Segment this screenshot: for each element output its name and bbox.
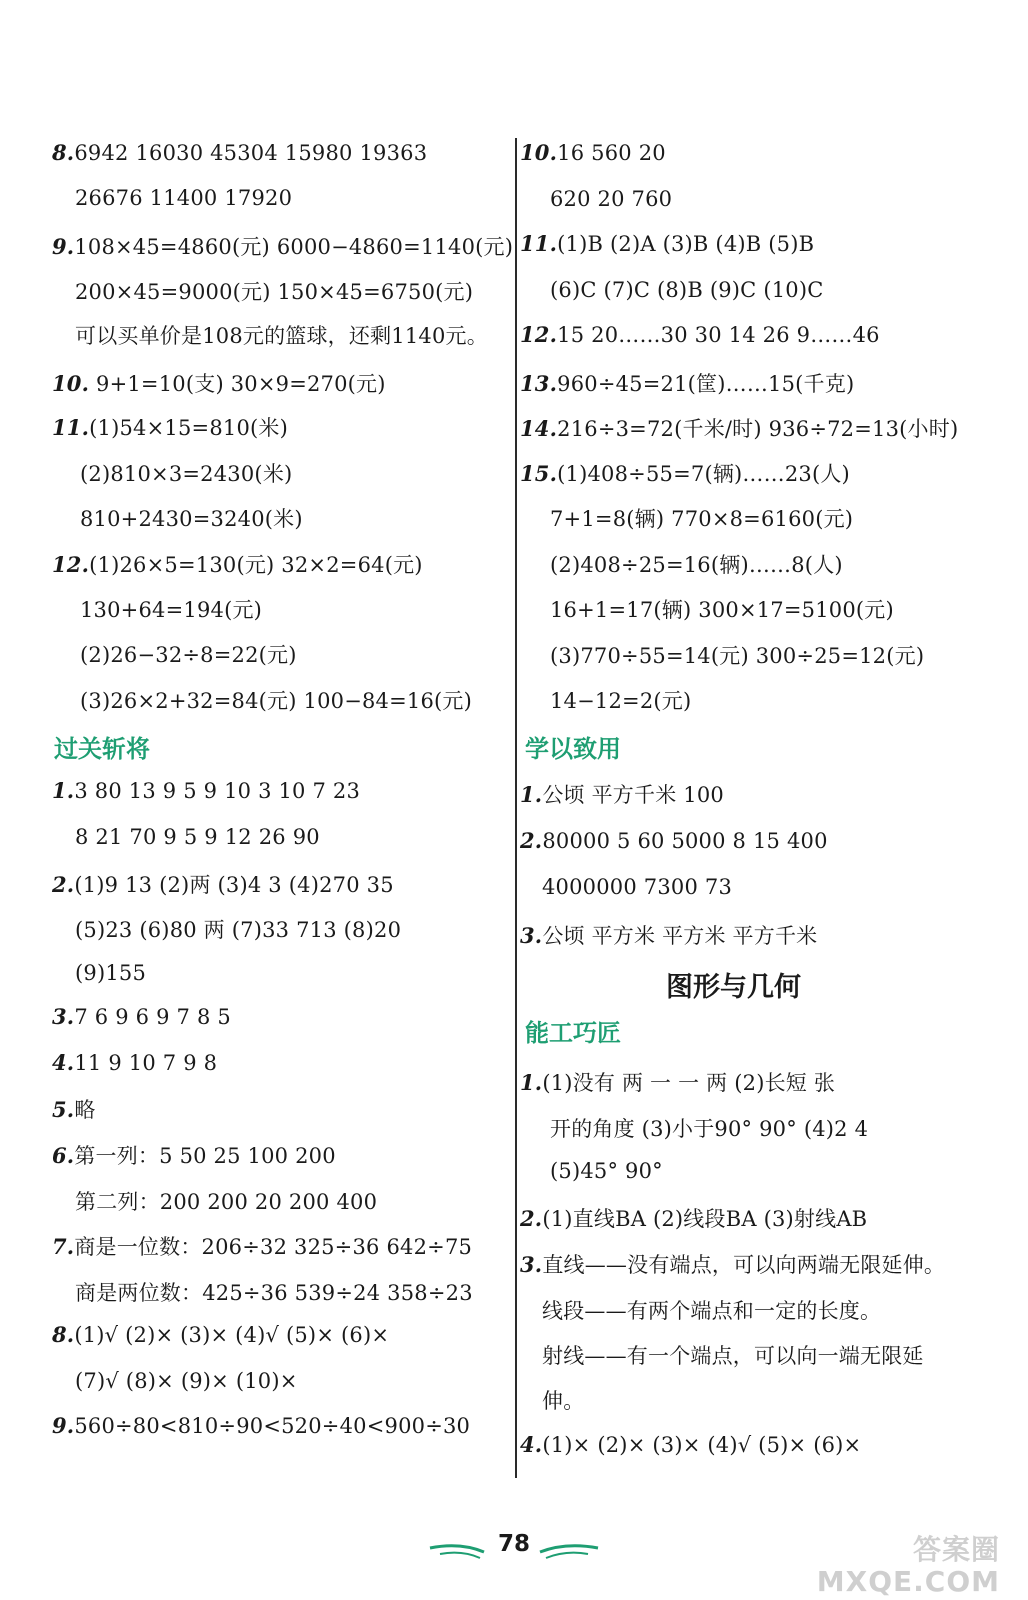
answer-line [52,1140,336,1170]
answer-line [80,503,303,533]
answer-text: 商是两位数：425÷36 539÷24 358÷23 [75,1281,473,1305]
answer-line [80,639,297,669]
answer-text: 26676 11400 17920 [75,186,293,210]
answer-text: 200×45=9000(元) 150×45=6750(元) [75,280,474,304]
question-number: 4. [52,1050,75,1075]
answer-text: 商是一位数：206÷32 325÷36 642÷75 [74,1235,473,1259]
answer-line [520,140,666,165]
answer-text: 16 560 20 [557,141,666,165]
question-number: 1. [52,778,75,803]
answer-text: 108×45=4860(元) 6000−4860=1140(元) [74,235,514,259]
question-number: 2. [520,1206,543,1231]
answer-text: (1)直线BA (2)线段BA (3)射线AB [542,1207,868,1231]
answer-line [52,140,427,165]
answer-line [520,322,880,347]
question-number: 12. [52,552,90,577]
answer-line [52,549,423,579]
answer-line [75,914,401,944]
question-number: 4. [520,1432,543,1457]
answer-line [550,503,853,533]
answer-text: (5)45° 90° [550,1159,663,1183]
answer-text: 6942 16030 45304 15980 19363 [74,141,428,165]
answer-line [550,1113,868,1143]
answer-line [52,1050,217,1075]
answer-text: (5)23 (6)80 两 (7)33 713 (8)20 [75,918,402,942]
answer-text: (1)54×15=810(米) [89,416,288,440]
answer-line [75,1277,473,1307]
answer-line [80,458,292,488]
answer-line [542,1385,584,1415]
answer-line [550,594,894,624]
answer-text: 620 20 760 [550,187,673,211]
answer-text: 7 6 9 6 9 7 8 5 [74,1005,231,1029]
answer-line [550,685,691,715]
question-number: 8. [52,140,75,165]
answer-line [550,1158,663,1183]
page-number: 78 [498,1531,531,1557]
answer-line [520,920,817,950]
answer-line [52,1231,472,1261]
answer-line [52,869,394,899]
answer-text: (1)408÷55=7(辆)……23(人) [557,462,850,486]
answer-text: 130+64=194(元) [80,598,263,622]
answer-text: (3)26×2+32=84(元) 100−84=16(元) [80,689,473,713]
answer-text: 560÷80<810÷90<520÷40<900÷30 [74,1414,471,1438]
question-number: 12. [520,322,558,347]
answer-line [520,458,850,488]
answer-text: (1)26×5=130(元) 32×2=64(元) [89,553,423,577]
answer-text: (6)C (7)C (8)B (9)C (10)C [550,278,824,302]
question-number: 14. [520,416,558,441]
answer-text: 公顷 平方千米 100 [542,783,724,807]
answer-text: 第二列：200 200 20 200 400 [75,1190,378,1214]
question-number: 7. [52,1234,75,1259]
question-number: 15. [520,461,558,486]
watermark-line-1: 答案圈 [912,1533,1000,1566]
chapter-heading: 图形与几何 [666,972,801,1003]
answer-text: 9+1=10(支) 30×9=270(元) [89,372,386,396]
answer-text: 8 21 70 9 5 9 12 26 90 [75,825,320,849]
answer-line [52,1322,389,1347]
answer-line [75,320,488,350]
answer-line [520,1249,945,1279]
answer-text: 伸。 [542,1389,585,1413]
question-number: 3. [52,1004,75,1029]
answer-text: 960÷45=21(筐)……15(千克) [557,372,855,396]
answer-text: 4000000 7300 73 [542,875,733,899]
answer-text: 15 20……30 30 14 26 9……46 [557,323,880,347]
answer-line [520,231,814,256]
answer-line [52,412,288,442]
answer-line [550,277,824,302]
answer-line [52,1004,231,1029]
answer-line [52,1094,96,1124]
question-number: 9. [52,1413,75,1438]
question-number: 10. [52,371,90,396]
answer-line [520,1067,835,1097]
answer-line [75,276,473,306]
answer-text: (2)810×3=2430(米) [80,462,293,486]
section-title: 能工巧匠 [525,1019,621,1047]
answer-line [52,231,513,261]
answer-line [520,828,828,853]
section-title: 学以致用 [525,735,621,763]
question-number: 8. [52,1322,75,1347]
answer-line [52,778,360,803]
question-number: 9. [52,234,75,259]
watermark [817,1534,1000,1598]
answer-line [520,413,958,443]
answer-line [80,685,472,715]
question-number: 3. [520,923,543,948]
answer-line [550,640,924,670]
answer-line [520,1203,867,1233]
question-number: 11. [520,231,558,256]
question-number: 6. [52,1143,75,1168]
answer-text: 略 [74,1098,96,1122]
answer-line [520,368,854,398]
answer-line [75,1186,377,1216]
answer-line [542,1340,924,1370]
answer-line [550,549,843,579]
answer-text: (9)155 [75,961,147,985]
question-number: 1. [520,1070,543,1095]
answer-line [75,824,320,849]
question-number: 13. [520,371,558,396]
answer-text: (2)26−32÷8=22(元) [80,643,297,667]
question-number: 3. [520,1252,543,1277]
answer-line [80,594,262,624]
answer-text: 3 80 13 9 5 9 10 3 10 7 23 [74,779,361,803]
answer-line [520,1432,861,1457]
question-number: 2. [52,872,75,897]
answer-text: 第一列：5 50 25 100 200 [74,1144,336,1168]
answer-line [550,186,672,211]
answer-text: 11 9 10 7 9 8 [74,1051,218,1075]
answer-line [52,368,386,398]
answer-text: 直线——没有端点，可以向两端无限延伸。 [542,1253,946,1277]
answer-text: 线段——有两个端点和一定的长度。 [542,1299,882,1323]
answer-text: (3)770÷55=14(元) 300÷25=12(元) [550,644,925,668]
answer-text: 可以买单价是108元的篮球，还剩1140元。 [75,324,488,348]
answer-line [52,1413,470,1438]
answer-text: 射线——有一个端点，可以向一端无限延 [542,1344,924,1368]
answer-text: 80000 5 60 5000 8 15 400 [542,829,828,853]
answer-line [75,1368,298,1393]
answer-text: 7+1=8(辆) 770×8=6160(元) [550,507,854,531]
answer-line [75,185,292,210]
question-number: 11. [52,415,90,440]
answer-text: 810+2430=3240(米) [80,507,303,531]
answer-text: (1)B (2)A (3)B (4)B (5)B [557,232,815,256]
question-number: 2. [520,828,543,853]
answer-text: (7)√ (8)× (9)× (10)× [75,1369,298,1393]
answer-text: 14−12=2(元) [550,689,692,713]
answer-line [75,960,146,985]
question-number: 1. [520,782,543,807]
answer-text: 开的角度 (3)小于90° 90° (4)2 4 [550,1117,869,1141]
answer-text: (1)× (2)× (3)× (4)√ (5)× (6)× [542,1433,862,1457]
question-number: 10. [520,140,558,165]
answer-line [520,779,724,809]
column-divider [515,138,517,1478]
answer-line [542,874,732,899]
answer-text: 16+1=17(辆) 300×17=5100(元) [550,598,894,622]
section-title: 过关斩将 [54,735,150,763]
answer-text: (2)408÷25=16(辆)……8(人) [550,553,843,577]
question-number: 5. [52,1097,75,1122]
answer-text: (1)没有 两 一 一 两 (2)长短 张 [542,1071,836,1095]
answer-text: (1)√ (2)× (3)× (4)√ (5)× (6)× [74,1323,390,1347]
watermark-line-2: MXQE.COM [816,1565,1000,1598]
answer-line [542,1295,881,1325]
answer-text: 216÷3=72(千米/时) 936÷72=13(小时) [557,417,959,441]
answer-text: 公顷 平方米 平方米 平方千米 [542,924,818,948]
answer-text: (1)9 13 (2)两 (3)4 3 (4)270 35 [74,873,394,897]
